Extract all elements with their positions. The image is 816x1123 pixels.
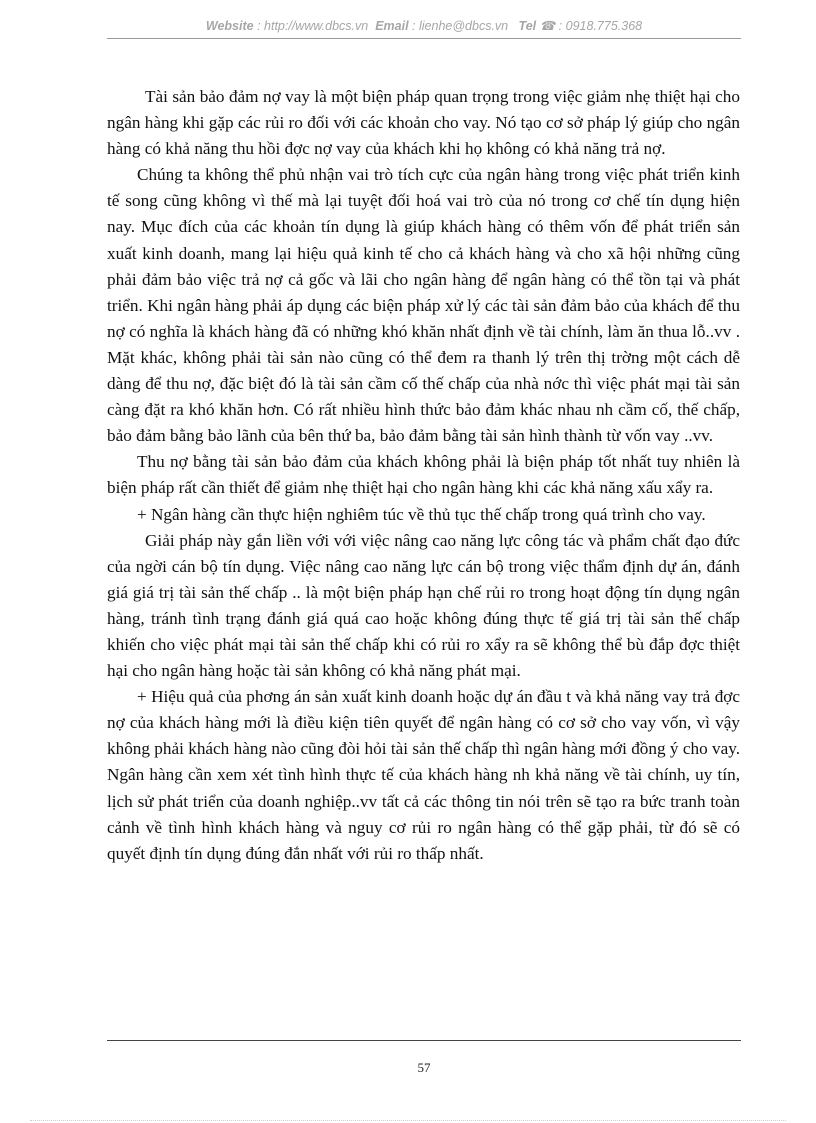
paragraph-staff-capacity: Giải pháp này gắn liền với với việc nâng cao năng lực công tác và phẩm chất đạo đức của ngời cán bộ tín dụng. Việc nâng cao năng lực cán bộ trong việc thẩm định dự án, đánh giá giá trị tài sản thế chấp .. là một biện pháp hạn chế rủi ro trong hoạt động tín dụng ngân hàng, tránh tình trạng đánh giá quá cao hoặc không đúng thực tế giá trị tài sản thế chấp khiến cho việc phát mại tài sản thế chấp khi có rủi ro xẩy ra sẽ không thể bù đắp đợc thiệt hại cho ngân hàng hoặc tài sản không có khả năng phát mại. — [107, 530, 740, 681]
paragraph-collateral-importance: Tài sản bảo đảm nợ vay là một biện pháp quan trọng trong việc giảm nhẹ thiệt hại cho ngân hàng khi gặp các rủi ro đối với các khoản cho vay. Nó tạo cơ sở pháp lý giúp cho ngân hàng có khả năng thu hồi đợc nợ vay của khách khi họ không có khả năng trả nợ. — [107, 87, 740, 159]
paragraph-debt-recovery: Thu nợ bằng tài sản bảo đảm của khách không phải là biện pháp tốt nhất tuy nhiên là biện pháp rất cần thiết để giảm nhẹ thiệt hại cho ngân hàng khi các khả năng xấu xẩy ra. — [107, 452, 740, 498]
paragraph-project-efficiency: + Hiệu quả của phơng án sản xuất kinh doanh hoặc dự án đầu t và khả năng vay trả đợc nợ của khách hàng mới là điều kiện tiên quyết để ngân hàng có cơ sở cho vay vốn, vì vậy không phải khách hàng nào cũng đòi hỏi tài sản thế chấp thì ngân hàng mới đồng ý cho vay. Ngân hàng cần xem xét tình hình thực tế của khách hàng nh khả năng về tài chính, uy tín, lịch sử phát triển của doanh nghiệp..vv tất cả các thông tin nói trên sẽ tạo ra bức tranh toàn cảnh về tình hình khách hàng và nguy cơ rủi ro ngân hàng có thể gặp phải, từ đó sẽ có quyết định tín dụng đúng đắn nhất với rủi ro thấp nhất. — [107, 687, 740, 863]
footer-divider — [107, 1040, 741, 1041]
paragraph-bank-role: Chúng ta không thể phủ nhận vai trò tích cực của ngân hàng trong việc phát triển kinh tế song cũng không vì thế mà lại tuyệt đối hoá vai trò của nó trong cơ chế tín dụng hiện nay. Mục đích của các khoản tín dụng là giúp khách hàng có thêm vốn để phát triển sản xuất kinh doanh, mang lại hiệu quả kinh tế cho cả khách hàng và cho xã hội những cũng phải đảm bảo việc trả nợ cả gốc và lãi cho ngân hàng để ngân hàng có thể tồn tại và phát triển. Khi ngân hàng phải áp dụng các biện pháp xử lý các tài sản đảm bảo của khách để thu nợ có nghĩa là khách hàng đã có những khó khăn nhất định về tài chính, làm ăn thua lỗ..vv . Mặt khác, không phải tài sản nào cũng có thể đem ra thanh lý trên thị trờng một cách dễ dàng để thu nợ, đặc biệt đó là tài sản cầm cố thế chấp của nhà nớc thì việc phát mại tài sản càng đặt ra khó khăn hơn. Có rất nhiều hình thức bảo đảm khác nhau nh cầm cố, thế chấp, bảo đảm bằng bảo lãnh của bên thứ ba, bảo đảm bằng tài sản hình thành từ vốn vay ..vv. — [107, 165, 740, 446]
tel-value: ☎ : 0918.775.368 — [539, 19, 643, 33]
tel-label: Tel — [518, 19, 537, 33]
page-number: 57 — [417, 1060, 431, 1075]
document-body — [107, 84, 740, 867]
header-divider — [107, 38, 741, 39]
paragraph-mortgage-procedure: + Ngân hàng cần thực hiện nghiêm túc về thủ tục thế chấp trong quá trình cho vay. — [137, 504, 706, 524]
website-label: Website — [205, 19, 254, 33]
page-bottom-border — [30, 1120, 786, 1121]
page-header — [107, 18, 741, 37]
email-value: : lienhe@dbcs.vn — [412, 19, 509, 33]
website-value: : http://www.dbcs.vn — [257, 19, 369, 33]
email-label: Email — [375, 19, 409, 33]
